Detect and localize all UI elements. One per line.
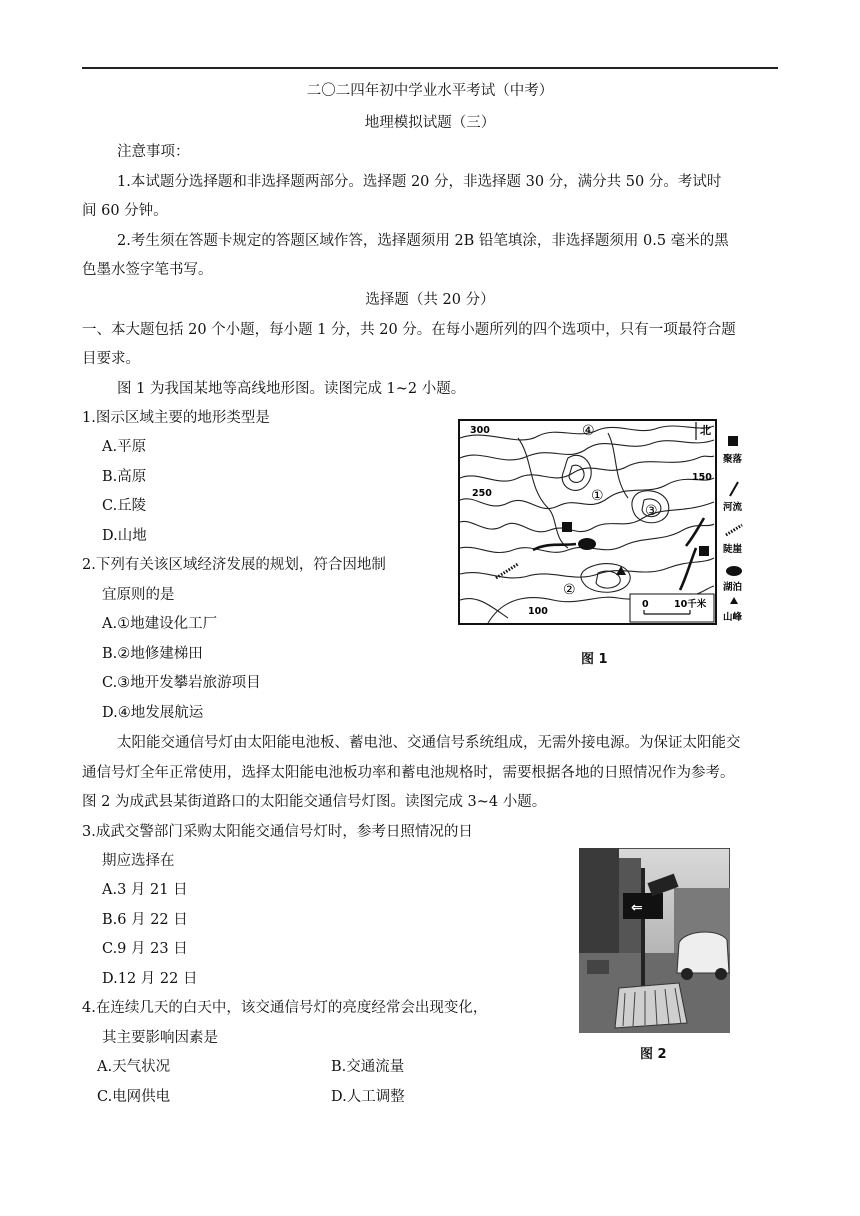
battery-box-base [615, 983, 687, 1028]
figure-1-caption: 图 1 [581, 652, 608, 667]
legend-peak-icon [730, 597, 738, 604]
q2-option-c: C.③地开发攀岩旅游项目 [102, 675, 261, 691]
contour-label-100: 100 [528, 606, 548, 617]
q4-option-a: A.天气状况 [97, 1059, 171, 1075]
q3-option-d: D.12 月 22 日 [102, 971, 198, 987]
section-title: 选择题（共 20 分） [365, 292, 495, 308]
top-rule [82, 67, 778, 69]
settlement-marker [562, 522, 572, 532]
settlement-marker-2 [699, 546, 709, 556]
figure-2-photo [579, 848, 730, 1033]
q2-option-b: B.②地修建梯田 [102, 646, 203, 662]
map-point-3: ③ [645, 503, 658, 519]
legend-lake: 湖泊 [723, 582, 743, 593]
legend-settlement: 聚落 [723, 454, 743, 465]
map-point-2: ② [563, 582, 576, 598]
q1-option-b: B.高原 [102, 469, 147, 485]
q1-option-d: D.山地 [102, 528, 147, 544]
passage-2-line-2: 通信号灯全年正常使用，选择太阳能电池板功率和蓄电池规格时，需要根据各地的日照情况作为参考。 [82, 765, 735, 781]
q4-stem-line-1: 4.在连续几天的白天中，该交通信号灯的亮度经常会出现变化， [82, 1000, 488, 1016]
contour-label-300: 300 [470, 425, 490, 436]
q1-stem: 1.图示区域主要的地形类型是 [82, 410, 270, 426]
map-frame [459, 420, 716, 624]
contour-map-svg [458, 418, 778, 630]
exam-subtitle: 地理模拟试题（三） [364, 115, 496, 131]
legend-river-icon [730, 482, 738, 496]
q1-option-c: C.丘陵 [102, 498, 147, 514]
exam-title: 二〇二四年初中学业水平考试（中考） [306, 83, 554, 99]
passage-2-line-3: 图 2 为成武县某街道路口的太阳能交通信号灯图。读图完成 3~4 小题。 [82, 794, 547, 810]
contour-label-150: 150 [692, 472, 712, 483]
scale-bar [630, 594, 714, 622]
notice-item-2-line-2: 色墨水签字笔书写。 [82, 262, 213, 278]
q2-option-a: A.①地建设化工厂 [102, 616, 218, 632]
legend-peak: 山峰 [723, 612, 743, 623]
section-intro-line-1: 一、本大题包括 20 个小题，每小题 1 分，共 20 分。在每小题所列的四个选项中，只有一项最符合题 [82, 322, 736, 338]
map-point-1: ① [591, 488, 604, 504]
notice-item-2-line-1: 2.考生须在答题卡规定的答题区域作答，选择题须用 2B 铅笔填涂，非选择题须用 0.5 毫米的黑 [117, 233, 729, 249]
building-left [579, 848, 619, 958]
figure-1-lead: 图 1 为我国某地等高线地形图。读图完成 1~2 小题。 [117, 381, 466, 397]
q3-stem-line-2: 期应选择在 [102, 853, 175, 869]
q2-stem-line-1: 2.下列有关该区域经济发展的规划，符合因地制 [82, 557, 386, 573]
notice-item-1-line-1: 1.本试题分选择题和非选择题两部分。选择题 20 分，非选择题 30 分，满分共 50 分。考试时 [117, 174, 722, 190]
signal-head [623, 893, 663, 919]
q3-option-a: A.3 月 21 日 [102, 882, 188, 898]
passage-2-line-1: 太阳能交通信号灯由太阳能电池板、蓄电池、交通信号系统组成，无需外接电源。为保证太阳能交 [117, 735, 741, 751]
q4-option-b: B.交通流量 [331, 1059, 405, 1075]
figure-2-caption: 图 2 [640, 1047, 667, 1062]
q2-stem-line-2: 宜原则的是 [102, 587, 175, 603]
q4-option-c: C.电网供电 [97, 1089, 171, 1105]
legend-river: 河流 [723, 502, 743, 513]
map-legend [722, 436, 743, 623]
notice-heading: 注意事项： [117, 144, 190, 160]
figure-1-contour-map [458, 418, 778, 630]
distant-car [587, 960, 609, 974]
white-car [677, 932, 729, 973]
legend-cliff: 陡崖 [723, 544, 743, 555]
north-label: 北 [700, 424, 711, 437]
signal-pole [641, 868, 645, 988]
q4-option-d: D.人工调整 [331, 1089, 405, 1105]
lake-marker [578, 538, 596, 550]
legend-lake-icon [726, 566, 742, 576]
contour-label-250: 250 [472, 488, 492, 499]
section-intro-line-2: 目要求。 [82, 351, 140, 367]
q2-option-d: D.④地发展航运 [102, 705, 204, 721]
traffic-light-photo-svg [579, 848, 730, 1033]
legend-cliff-icon [726, 525, 742, 535]
legend-settlement-icon [728, 436, 738, 446]
q3-stem-line-1: 3.成武交警部门采购太阳能交通信号灯时，参考日照情况的日 [82, 824, 473, 840]
q4-stem-line-2: 其主要影响因素是 [102, 1030, 218, 1046]
map-point-4: ④ [582, 423, 595, 439]
q3-option-b: B.6 月 22 日 [102, 912, 188, 928]
q3-option-c: C.9 月 23 日 [102, 941, 188, 957]
scale-km: 10千米 [674, 599, 707, 610]
notice-item-1-line-2: 间 60 分钟。 [82, 203, 168, 219]
scale-zero: 0 [642, 599, 649, 610]
left-arrow-icon: ⇐ [631, 900, 643, 916]
q1-option-a: A.平原 [102, 439, 147, 455]
